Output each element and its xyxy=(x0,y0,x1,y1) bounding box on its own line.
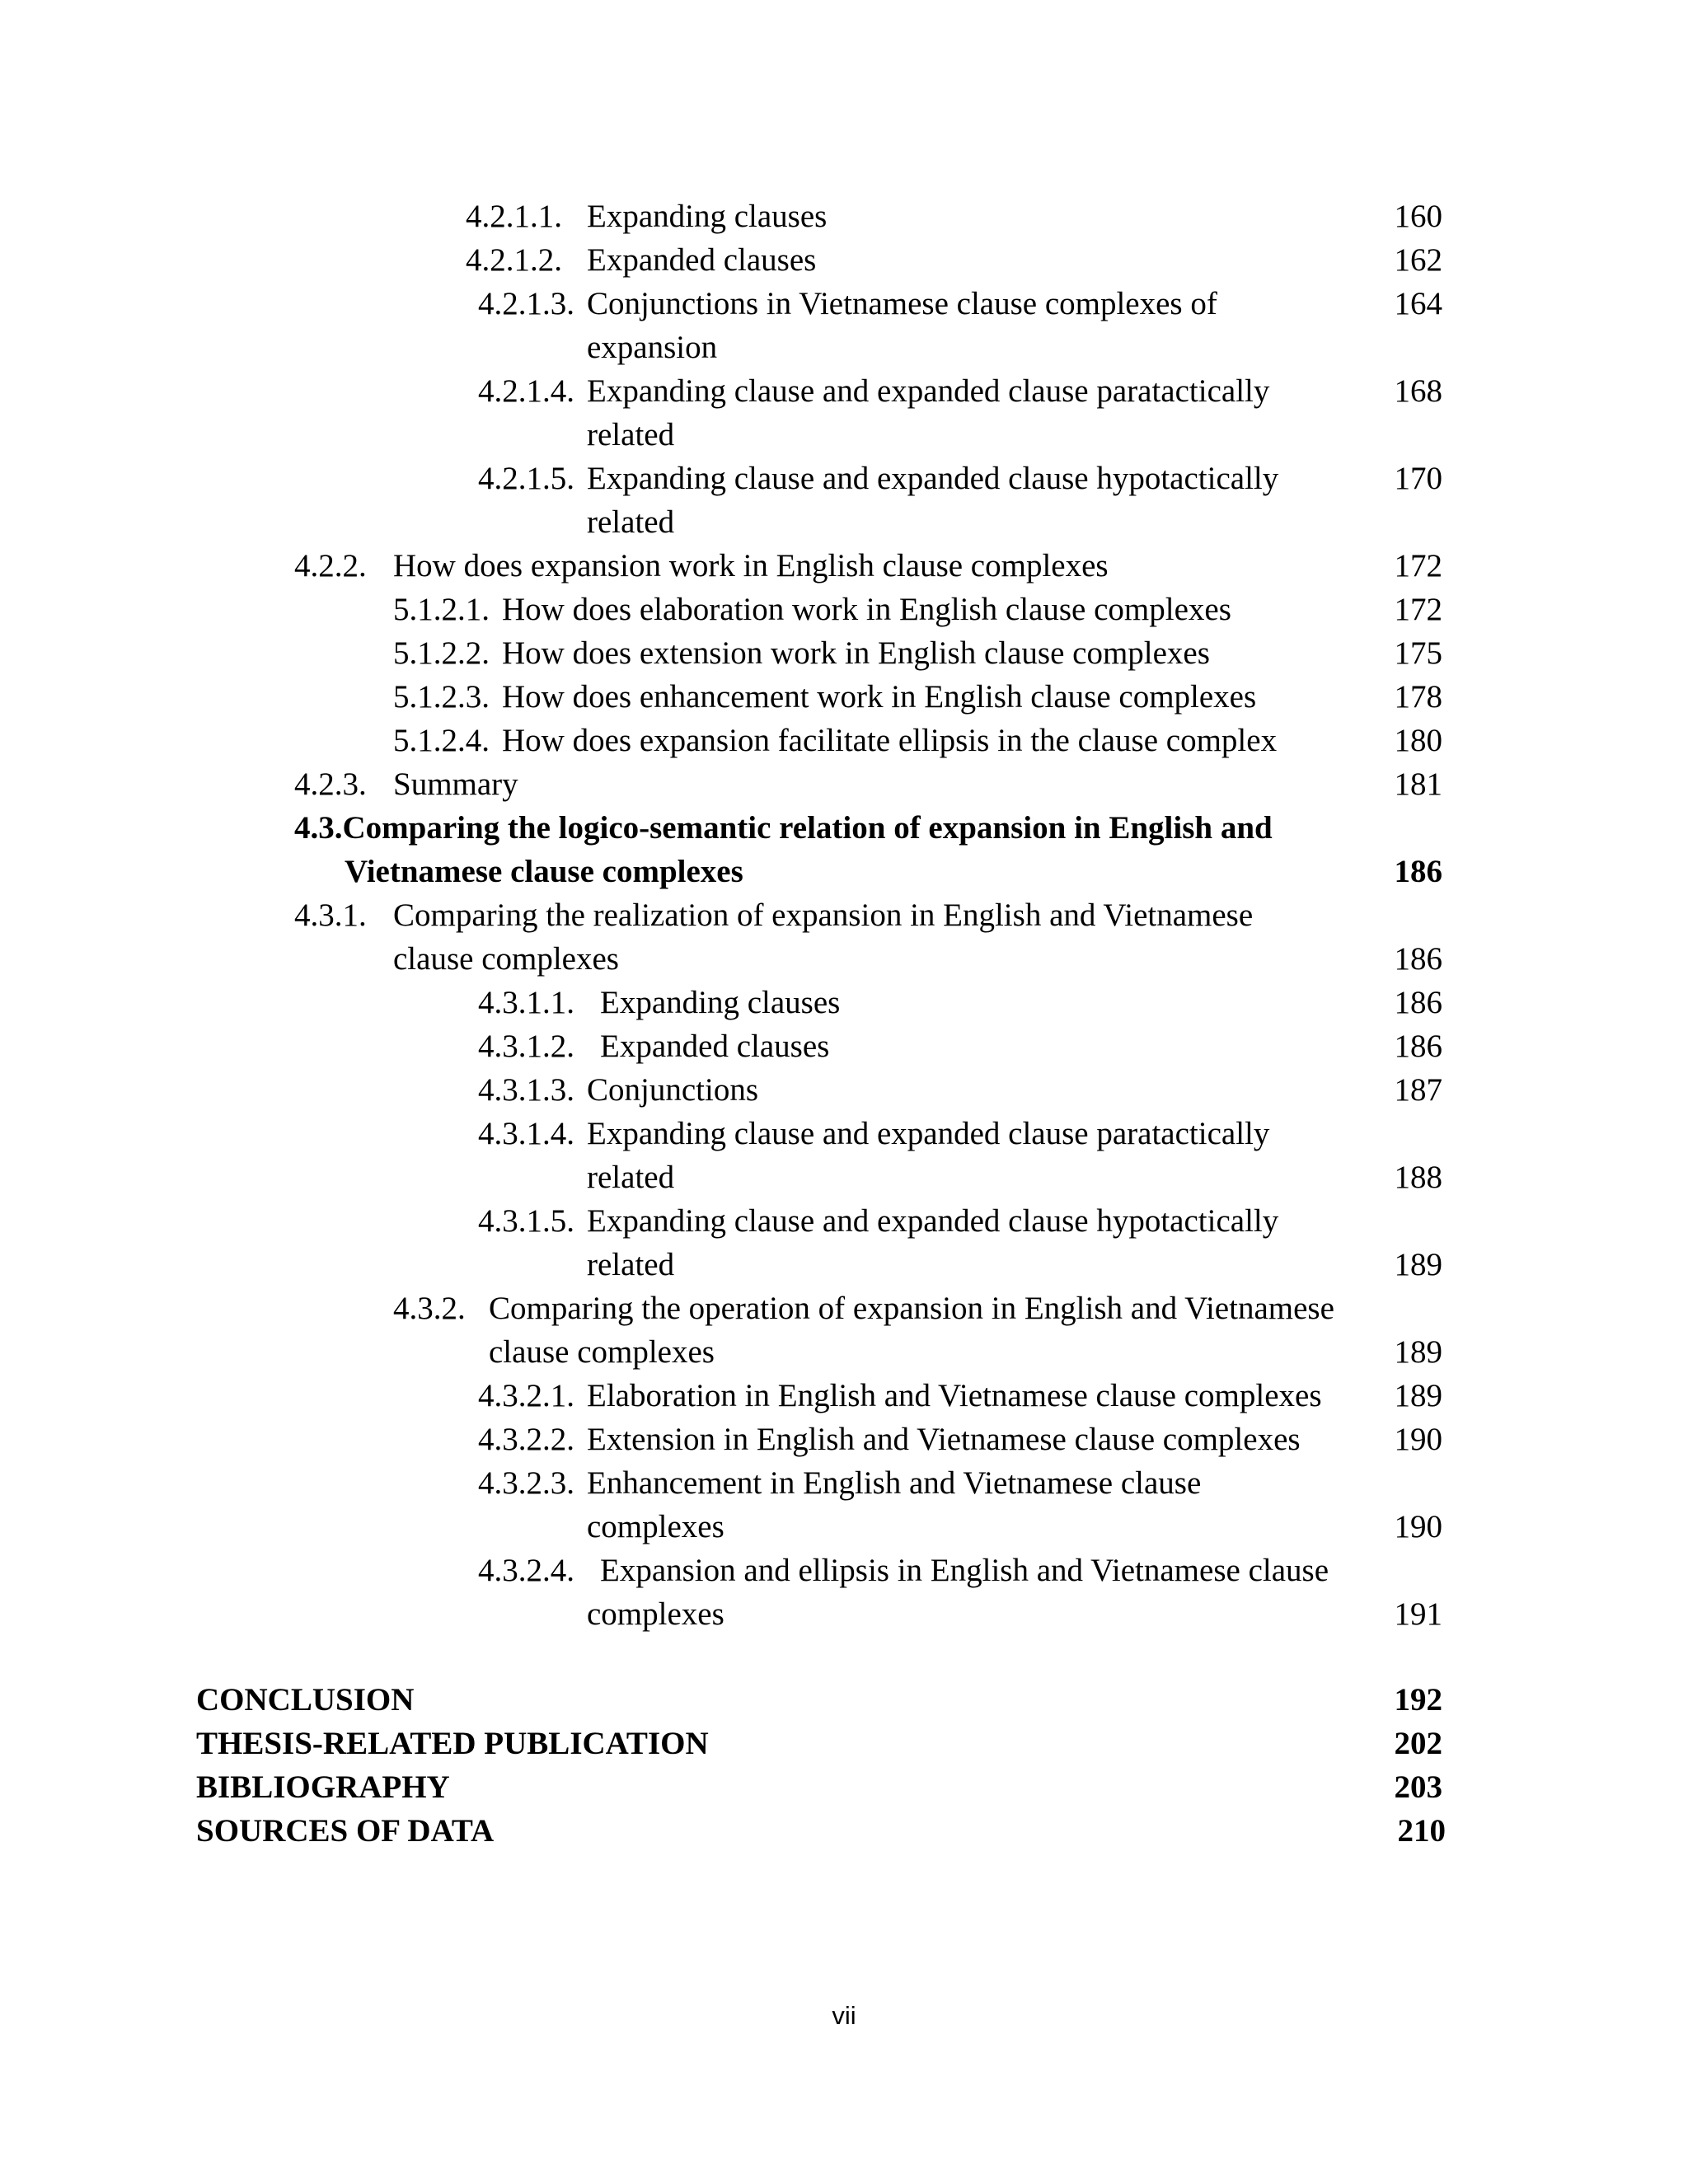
toc-entry-number: 4.3.1.5. xyxy=(478,1203,574,1239)
toc-entry-page: 181 xyxy=(1394,766,1442,802)
toc-entry-number: 4.3.1.3. xyxy=(478,1072,574,1108)
toc-entry-title: Expanding clauses xyxy=(600,985,841,1020)
toc-entry-title: How does expansion facilitate ellipsis in the clause complex xyxy=(502,723,1278,758)
toc-entry-title: clause complexes xyxy=(393,941,619,977)
toc-entry-page: 168 xyxy=(1394,373,1442,409)
toc-entry-page: 175 xyxy=(1394,635,1442,671)
toc-entry-number: 4.3.2.4. xyxy=(478,1553,574,1588)
toc-entry-title: Expanding clause and expanded clause paratactically xyxy=(587,1116,1270,1151)
toc-entry-number: 4.3.2.3. xyxy=(478,1465,574,1501)
toc-entry-page: 203 xyxy=(1394,1769,1442,1805)
toc-entry-number: 4.3.2. xyxy=(393,1291,466,1326)
toc-entry-number: 4.2.1.4. xyxy=(478,373,574,409)
toc-entry-title: Enhancement in English and Vietnamese clause xyxy=(587,1465,1202,1501)
toc-entry-title: Comparing the realization of expansion in English and Vietnamese xyxy=(393,898,1254,933)
toc-entry-page: 187 xyxy=(1394,1072,1442,1108)
toc-entry-title: Summary xyxy=(393,766,518,802)
toc-entry-page: 202 xyxy=(1394,1726,1442,1761)
toc-entry-title: CONCLUSION xyxy=(196,1682,415,1718)
page-number: vii xyxy=(832,2001,856,2030)
toc-entry-title: Expanding clause and expanded clause hypotactically xyxy=(587,461,1279,496)
toc-entry-number: 4.2.3. xyxy=(294,766,367,802)
toc-entry-number: 5.1.2.3. xyxy=(393,679,490,715)
toc-entry-page: 210 xyxy=(1397,1813,1446,1849)
toc-entry-page: 186 xyxy=(1394,941,1442,977)
toc-entry-title: SOURCES OF DATA xyxy=(196,1813,495,1849)
toc-entry-title: clause complexes xyxy=(489,1334,715,1370)
toc-entry-title: Expansion and ellipsis in English and Vietnamese clause xyxy=(600,1553,1329,1588)
toc-entry-title: Expanding clauses xyxy=(587,199,828,234)
toc-entry-page: 164 xyxy=(1394,286,1442,321)
toc-entry-number: 5.1.2.2. xyxy=(393,635,490,671)
toc-entry-number: 5.1.2.1. xyxy=(393,592,490,627)
toc-entry-title: complexes xyxy=(587,1509,724,1544)
toc-entry-page: 180 xyxy=(1394,723,1442,758)
toc-entry-page: 186 xyxy=(1394,854,1442,889)
toc-entry-number: 4.2.2. xyxy=(294,548,367,583)
toc-entry-page: 188 xyxy=(1394,1160,1442,1195)
toc-entry-title: related xyxy=(587,504,675,540)
toc-entry-number: 4.3.1.1. xyxy=(478,985,574,1020)
toc-entry-title: related xyxy=(587,1160,675,1195)
toc-entry-title: Comparing the operation of expansion in English and Vietnamese xyxy=(489,1291,1334,1326)
toc-entry-title: Expanded clauses xyxy=(600,1029,830,1064)
toc-entry-number: 4.2.1.1. xyxy=(466,199,562,234)
toc-entry-title: How does expansion work in English clause complexes xyxy=(393,548,1109,583)
toc-entry-page: 189 xyxy=(1394,1334,1442,1370)
toc-entry-page: 162 xyxy=(1394,242,1442,278)
toc-entry-page: 189 xyxy=(1394,1247,1442,1282)
toc-entry-title: Elaboration in English and Vietnamese clause complexes xyxy=(587,1378,1322,1413)
toc-entry-title: Conjunctions xyxy=(587,1072,759,1108)
toc-entry-number: 5.1.2.4. xyxy=(393,723,490,758)
toc-entry-number: 4.3.1. xyxy=(294,898,367,933)
toc-entry-page: 170 xyxy=(1394,461,1442,496)
toc-entry-number: 4.3.2.1. xyxy=(478,1378,574,1413)
toc-entry-title: Extension in English and Vietnamese clause complexes xyxy=(587,1422,1301,1457)
toc-entry-page: 189 xyxy=(1394,1378,1442,1413)
toc-entry-title: How does enhancement work in English clause complexes xyxy=(502,679,1257,715)
toc-entry-number: 4.3.1.4. xyxy=(478,1116,574,1151)
toc-entry-title: How does extension work in English clause complexes xyxy=(502,635,1210,671)
toc-entry-number: 4.3.2.2. xyxy=(478,1422,574,1457)
toc-entry-number: 4.2.1.2. xyxy=(466,242,562,278)
toc-entry-title: How does elaboration work in English clause complexes xyxy=(502,592,1231,627)
toc-entry-title: expansion xyxy=(587,330,718,365)
toc-entry-title: Expanded clauses xyxy=(587,242,817,278)
toc-entry-title: BIBLIOGRAPHY xyxy=(196,1769,450,1805)
toc-entry-page: 172 xyxy=(1394,592,1442,627)
toc-entry-title: Vietnamese clause complexes xyxy=(345,854,743,889)
toc-entry-title: 4.3.Comparing the logico-semantic relation of expansion in English and xyxy=(294,810,1273,846)
toc-entry-number: 4.2.1.3. xyxy=(478,286,574,321)
toc-entry-page: 192 xyxy=(1394,1682,1442,1718)
toc-entry-page: 186 xyxy=(1394,985,1442,1020)
toc-entry-title: complexes xyxy=(587,1596,724,1632)
toc-entry-page: 172 xyxy=(1394,548,1442,583)
toc-entry-page: 190 xyxy=(1394,1509,1442,1544)
toc-entry-title: Expanding clause and expanded clause hypotactically xyxy=(587,1203,1279,1239)
toc-entry-page: 160 xyxy=(1394,199,1442,234)
toc-entry-page: 191 xyxy=(1394,1596,1442,1632)
toc-entry-number: 4.2.1.5. xyxy=(478,461,574,496)
toc-entry-title: related xyxy=(587,1247,675,1282)
toc-entry-title: related xyxy=(587,417,675,452)
toc-entry-page: 190 xyxy=(1394,1422,1442,1457)
toc-entry-title: Expanding clause and expanded clause paratactically xyxy=(587,373,1270,409)
toc-entry-title: Conjunctions in Vietnamese clause complexes of xyxy=(587,286,1217,321)
toc-entry-title: THESIS-RELATED PUBLICATION xyxy=(196,1726,709,1761)
toc-entry-page: 186 xyxy=(1394,1029,1442,1064)
toc-entry-number: 4.3.1.2. xyxy=(478,1029,574,1064)
toc-entry-page: 178 xyxy=(1394,679,1442,715)
